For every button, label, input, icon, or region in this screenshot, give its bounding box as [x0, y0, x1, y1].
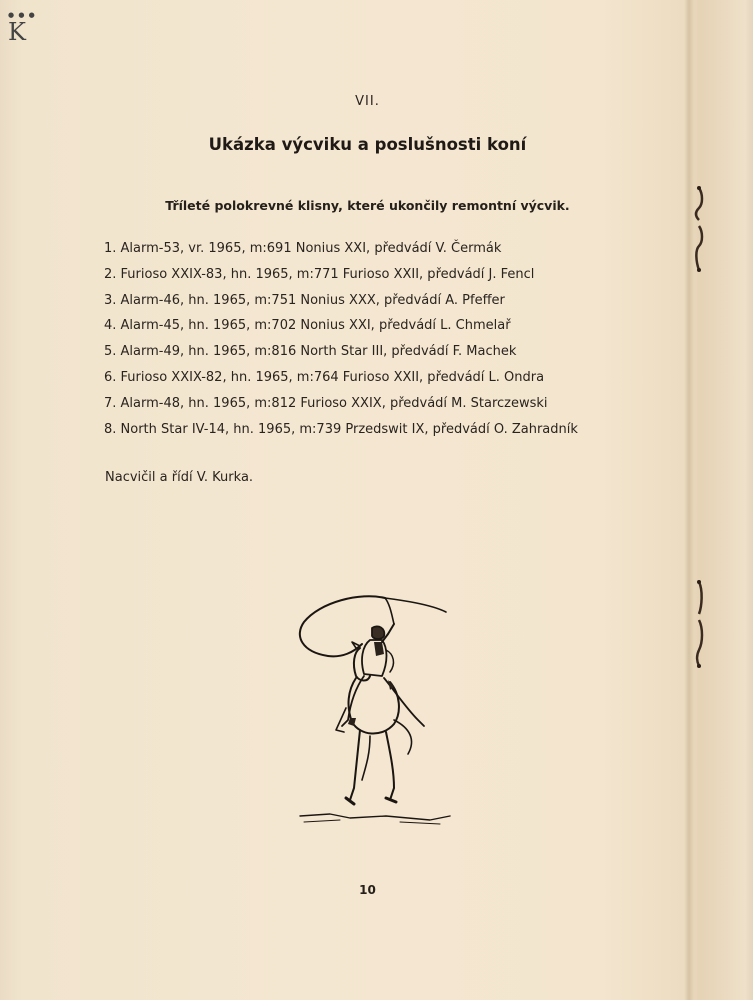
list-item: 6. Furioso XXIX-82, hn. 1965, m:764 Furioso XXII, předvádí L. Ondra — [104, 369, 545, 385]
binding-stitch-icon — [693, 580, 705, 670]
list-item: 4. Alarm-45, hn. 1965, m:702 Nonius XXI, předvádí L. Chmelař — [104, 318, 511, 334]
list-item: 7. Alarm-48, hn. 1965, m:812 Furioso XXIX, předvádí M. Starczewski — [104, 395, 548, 411]
page-subtitle: Tříleté polokrevné klisny, které ukončily remontní výcvik. — [165, 198, 570, 213]
horse-list — [104, 236, 684, 442]
archive-logo-icon: ● ● ● K — [8, 11, 36, 46]
archive-logo-letter: K — [8, 18, 26, 46]
credit-line: Nacvičil a řídí V. Kurka. — [105, 470, 254, 485]
page-title: Ukázka výcviku a poslušnosti koní — [208, 135, 527, 154]
list-item: 5. Alarm-49, hn. 1965, m:816 North Star III, předvádí F. Machek — [104, 344, 517, 360]
list-item: 3. Alarm-46, hn. 1965, m:751 Nonius XXX, předvádí A. Pfeffer — [104, 292, 505, 308]
page-edge-shadow — [745, 0, 753, 1000]
page-number: 10 — [359, 883, 376, 897]
list-item: 2. Furioso XXIX-83, hn. 1965, m:771 Furioso XXII, předvádí J. Fencl — [104, 266, 535, 282]
rider-with-lasso-icon — [290, 590, 455, 830]
section-number: VII. — [355, 94, 380, 109]
list-item: 8. North Star IV-14, hn. 1965, m:739 Przedswit IX, předvádí O. Zahradník — [104, 421, 578, 437]
list-item: 1. Alarm-53, vr. 1965, m:691 Nonius XXI, předvádí V. Čermák — [104, 241, 502, 256]
